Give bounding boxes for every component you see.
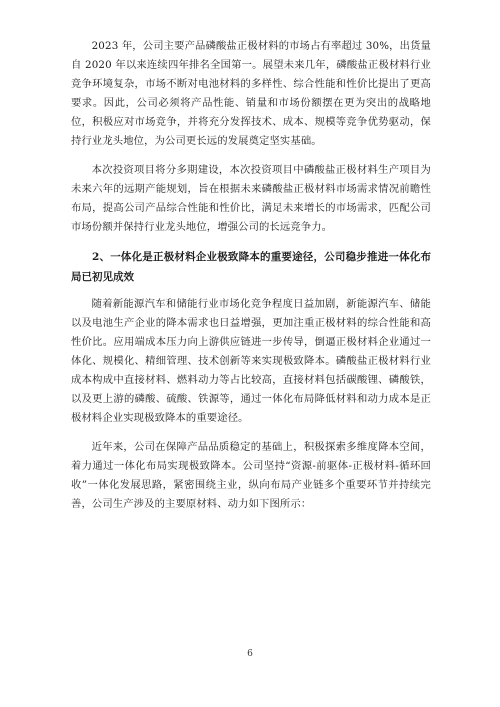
paragraph-integration: 近年来，公司在保障产品品质稳定的基础上，积极探索多维度降本空间，着力通过一体化布局实现极致降本。公司坚持“资源-前驱体-正极材料-循环回收”一体化发展思路，紧密围绕主业，纵向布局产业链多个重要环节并持续完善，公司生产涉及的主要原材料、动力如下图所示： [71, 441, 431, 510]
section-heading: 2、一体化是正极材料企业极致降本的重要途径，公司稳步推进一体化布局已初见成效 [71, 251, 431, 283]
paragraph-cost-pressure: 随着新能源汽车和储能行业市场化竞争程度日益加剧，新能源汽车、储能以及电池生产企业的降本需求也日益增强，更加注重正极材料的综合性能和高性价比。应用端成本压力向上游供应链进一步传导，倒逼正极材料企业通过一体化、规模化、精细管理、技术创新等来实现极致降本。磷酸盐正极材料行业成本构成中直接材料、燃料动力等占比较高，直接材料包括碳酸锂、磷酸铁，以及更上游的磷酸、硫酸、铁源等，通过一体化布局降低材料和动力成本是正极材料企业实现极致降本的重要途径。 [71, 298, 431, 424]
page-number: 6 [247, 649, 253, 659]
paragraph-investment-project: 本次投资项目将分多期建设，本次投资项目中磷酸盐正极材料生产项目为未来六年的远期产能规划，旨在根据未来磷酸盐正极材料市场需求情况前瞻性布局，提高公司产品综合性能和性价比，满足未来增长的市场需求，匹配公司市场份额并保持行业龙头地位，增强公司的长远竞争力。 [71, 164, 431, 233]
document-body [71, 37, 431, 524]
paragraph-market-share: 2023 年，公司主要产品磷酸盐正极材料的市场占有率超过 30%，出货量自 2020 年以来连续四年排名全国第一。展望未来几年，磷酸盐正极材料行业竞争环境复杂，市场不断对电池材料的多样性、综合性能和性价比提出了更高要求。因此，公司必须将产品性能、销量和市场份额摆在更为突出的战略地位，积极应对市场竞争，并将充分发挥技术、成本、规模等竞争优势驱动，保持行业龙头地位，为公司更长远的发展奠定坚实基础。 [71, 40, 431, 147]
